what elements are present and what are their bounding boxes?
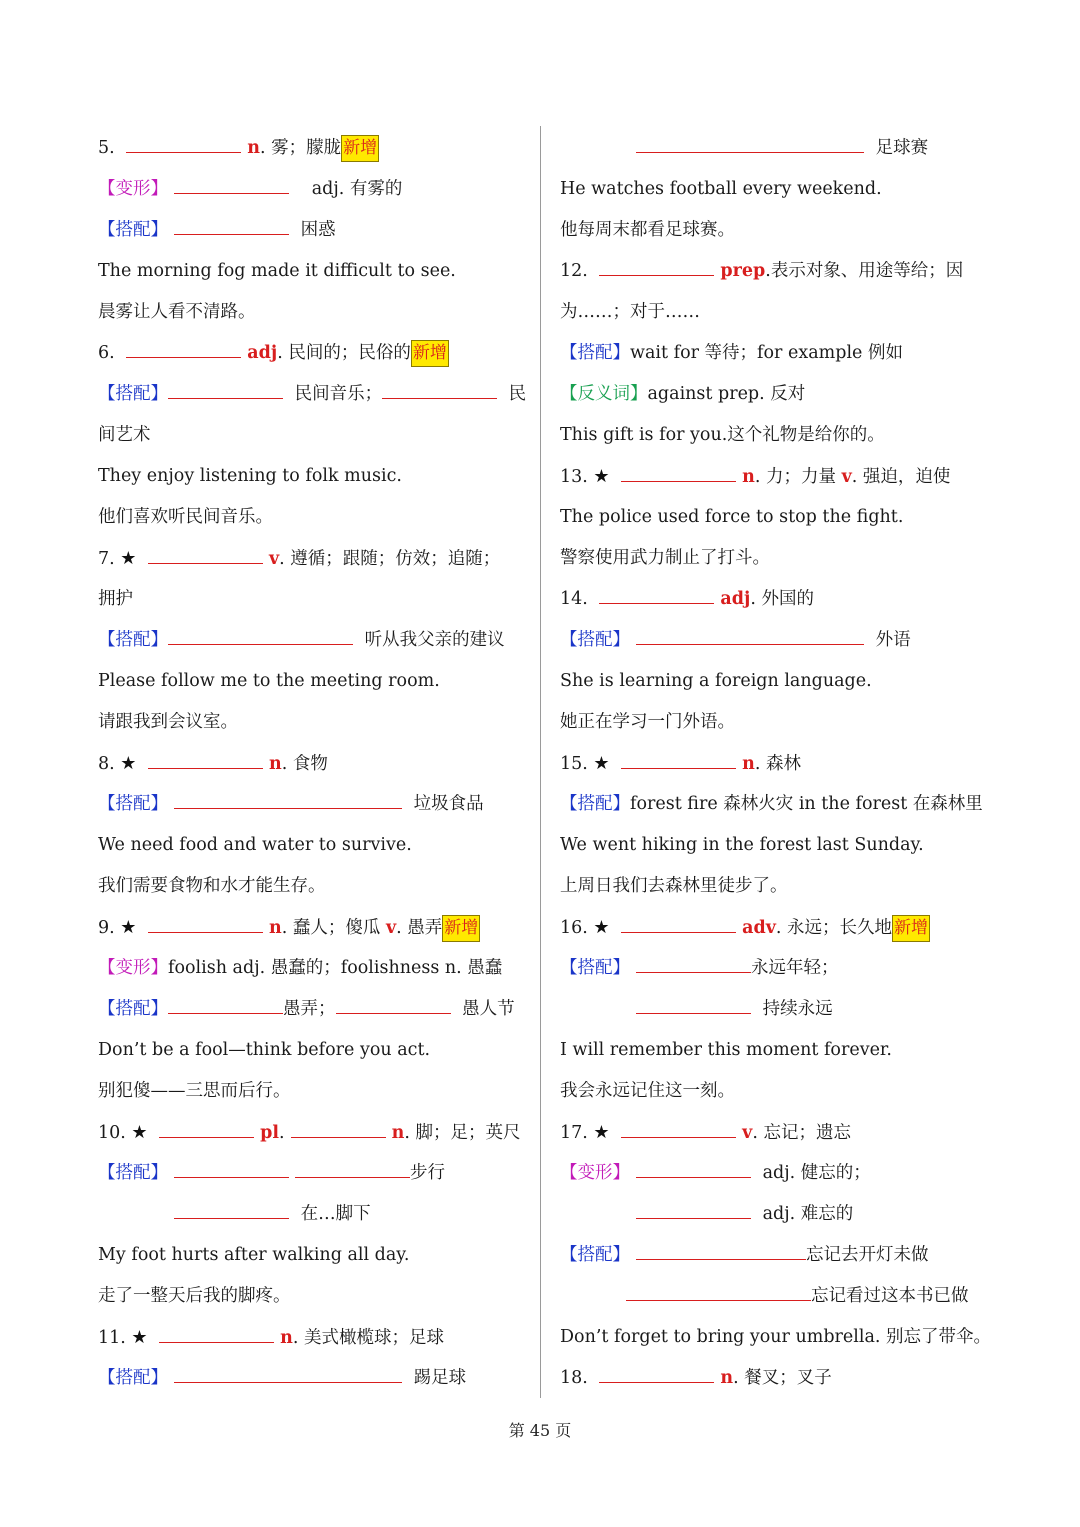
answer-blank[interactable] bbox=[382, 397, 497, 399]
pos-dot: . bbox=[279, 1123, 285, 1143]
definition: . 忘记；遗忘 bbox=[752, 1123, 851, 1143]
entry-number: 7. bbox=[98, 549, 115, 569]
example-chinese: 她正在学习一门外语。 bbox=[560, 712, 735, 732]
example-chinese: 晨雾让人看不清路。 bbox=[98, 302, 256, 322]
collocation-meaning: wait for 等待；for example 例如 bbox=[630, 343, 903, 363]
entry-number: 13. bbox=[560, 467, 588, 487]
entry-17-forms-2 bbox=[560, 1194, 985, 1235]
definition: . 食物 bbox=[281, 754, 328, 774]
example-chinese: 我们需要食物和水才能生存。 bbox=[98, 876, 326, 896]
collocation-meaning: 在…脚下 bbox=[300, 1204, 371, 1224]
part-of-speech: n bbox=[742, 467, 755, 487]
entry-9-collocation bbox=[98, 989, 523, 1030]
answer-blank[interactable] bbox=[636, 971, 751, 973]
forms-definition: adj. 有雾的 bbox=[311, 179, 403, 199]
new-badge: 新增 bbox=[442, 915, 480, 942]
star-icon: ★ bbox=[120, 548, 137, 569]
entry-number: 17. bbox=[560, 1123, 588, 1143]
answer-blank[interactable] bbox=[636, 1258, 806, 1260]
entry-10-collocation-2 bbox=[98, 1194, 523, 1235]
entry-number: 8. bbox=[98, 754, 115, 774]
collocation-meaning: 忘记去开灯未做 bbox=[806, 1245, 929, 1265]
entry-9-headword bbox=[98, 907, 523, 948]
part-of-speech: adj bbox=[247, 343, 278, 363]
entry-10-collocation bbox=[98, 1153, 523, 1194]
example-english: She is learning a foreign language. bbox=[560, 671, 872, 691]
forms-tag: 【变形】 bbox=[98, 179, 168, 199]
collocation-meaning: 足球赛 bbox=[875, 138, 929, 158]
example-english: They enjoy listening to folk music. bbox=[98, 466, 402, 486]
collocation-meaning: 困惑 bbox=[300, 220, 336, 240]
answer-blank[interactable] bbox=[174, 1176, 289, 1178]
new-badge: 新增 bbox=[411, 340, 449, 367]
definition: . 餐叉；叉子 bbox=[733, 1368, 832, 1388]
answer-blank[interactable] bbox=[174, 807, 402, 809]
collocation-tag: 【搭配】 bbox=[560, 630, 630, 650]
collocation-meaning: 民 bbox=[508, 384, 527, 404]
definition: . 遵循；跟随；仿效；追随； bbox=[279, 549, 501, 569]
collocation-tag: 【搭配】 bbox=[98, 630, 168, 650]
answer-blank[interactable] bbox=[599, 274, 714, 276]
entry-15-collocation bbox=[560, 784, 985, 825]
part-of-speech: n bbox=[280, 1328, 293, 1348]
definition: . 美式橄榄球；足球 bbox=[292, 1328, 444, 1348]
new-badge: 新增 bbox=[892, 915, 930, 942]
collocation-tag: 【搭配】 bbox=[98, 999, 168, 1019]
entry-number: 16. bbox=[560, 918, 588, 938]
collocation-meaning: 忘记看过这本书已做 bbox=[811, 1286, 969, 1306]
example-english: He watches football every weekend. bbox=[560, 179, 882, 199]
answer-blank[interactable] bbox=[621, 1136, 736, 1138]
entry-5-headword bbox=[98, 128, 523, 169]
definition: . 愚弄 bbox=[396, 918, 443, 938]
entry-12-antonym bbox=[560, 374, 985, 415]
example-chinese: 上周日我们去森林里徒步了。 bbox=[560, 876, 788, 896]
example-chinese: 他每周末都看足球赛。 bbox=[560, 220, 735, 240]
definition: . 强迫，迫使 bbox=[851, 467, 951, 487]
collocation-meaning-continued: 间艺术 bbox=[98, 425, 151, 445]
example-english: We went hiking in the forest last Sunday. bbox=[560, 835, 924, 855]
entry-16-collocation bbox=[560, 948, 985, 989]
star-icon: ★ bbox=[593, 753, 610, 774]
example-english: I will remember this moment forever. bbox=[560, 1040, 892, 1060]
right-column bbox=[560, 128, 992, 1399]
answer-blank[interactable] bbox=[636, 1012, 751, 1014]
definition: .表示对象、用途等给；因 bbox=[765, 261, 964, 281]
entry-number: 14. bbox=[560, 589, 588, 609]
entry-number: 11. bbox=[98, 1328, 126, 1348]
collocation-tag: 【搭配】 bbox=[560, 794, 630, 814]
collocation-meaning: 永远年轻； bbox=[751, 958, 839, 978]
part-of-speech: v bbox=[742, 1123, 753, 1143]
collocation-meaning: 听从我父亲的建议 bbox=[364, 630, 505, 650]
definition: . 雾；朦胧 bbox=[260, 138, 342, 158]
answer-blank[interactable] bbox=[621, 931, 736, 933]
answer-blank[interactable] bbox=[599, 602, 714, 604]
star-icon: ★ bbox=[593, 917, 610, 938]
collocation-tag: 【搭配】 bbox=[98, 1368, 168, 1388]
answer-blank[interactable] bbox=[148, 931, 263, 933]
example-chinese: 他们喜欢听民间音乐。 bbox=[98, 507, 273, 527]
entry-12-collocation bbox=[560, 333, 985, 374]
entry-number: 15. bbox=[560, 754, 588, 774]
answer-blank[interactable] bbox=[636, 151, 864, 153]
forms-definition: adj. 健忘的； bbox=[762, 1163, 871, 1183]
answer-blank[interactable] bbox=[159, 1136, 254, 1138]
entry-14-collocation bbox=[560, 620, 985, 661]
part-of-speech: v bbox=[841, 467, 852, 487]
part-of-speech: n bbox=[391, 1123, 405, 1143]
answer-blank[interactable] bbox=[174, 1381, 402, 1383]
example-english: We need food and water to survive. bbox=[98, 835, 412, 855]
example-sentence: This gift is for you.这个礼物是给你的。 bbox=[560, 425, 885, 445]
entry-7-collocation bbox=[98, 620, 523, 661]
entry-11-collocation-2 bbox=[560, 128, 985, 169]
answer-blank[interactable] bbox=[636, 1217, 751, 1219]
entry-17-collocation bbox=[560, 1235, 985, 1276]
answer-blank[interactable] bbox=[621, 480, 736, 482]
collocation-meaning: 持续永远 bbox=[762, 999, 833, 1019]
entry-17-collocation-2 bbox=[560, 1276, 985, 1317]
entry-12-headword bbox=[560, 251, 985, 292]
example-english: My foot hurts after walking all day. bbox=[98, 1245, 410, 1265]
star-icon: ★ bbox=[131, 1122, 148, 1143]
collocation-meaning: 垃圾食品 bbox=[413, 794, 484, 814]
forms-tag: 【变形】 bbox=[98, 958, 168, 978]
example-english: Don’t be a fool—think before you act. bbox=[98, 1040, 431, 1060]
entry-16-collocation-2 bbox=[560, 989, 985, 1030]
antonym-tag: 【反义词】 bbox=[560, 384, 648, 404]
answer-blank[interactable] bbox=[295, 1176, 410, 1178]
entry-8-collocation bbox=[98, 784, 523, 825]
example-english: Please follow me to the meeting room. bbox=[98, 671, 440, 691]
collocation-tag: 【搭配】 bbox=[98, 220, 168, 240]
definition: . 民间的；民俗的 bbox=[277, 343, 411, 363]
entry-number: 18. bbox=[560, 1368, 588, 1388]
example-english: The police used force to stop the fight. bbox=[560, 507, 904, 527]
part-of-speech: prep bbox=[720, 261, 766, 281]
star-icon: ★ bbox=[120, 917, 137, 938]
answer-blank[interactable] bbox=[168, 1012, 283, 1014]
example-chinese: 我会永远记住这一刻。 bbox=[560, 1081, 735, 1101]
answer-blank[interactable] bbox=[126, 356, 241, 358]
forms-definition: foolish adj. 愚蠢的；foolishness n. 愚蠢 bbox=[168, 958, 503, 978]
definition-continued: 为……；对于…… bbox=[560, 302, 700, 322]
collocation-meaning: 民间音乐； bbox=[294, 384, 383, 404]
page-number: 第 45 页 bbox=[508, 1421, 572, 1440]
definition: . 脚；足；英尺 bbox=[404, 1123, 521, 1143]
part-of-speech: n bbox=[269, 918, 282, 938]
star-icon: ★ bbox=[120, 753, 137, 774]
collocation-tag: 【搭配】 bbox=[98, 1163, 168, 1183]
part-of-speech: v bbox=[385, 918, 397, 938]
collocation-meaning: 愚人节 bbox=[462, 999, 515, 1019]
example-sentence: Don’t forget to bring your umbrella. 别忘了带伞。 bbox=[560, 1327, 992, 1347]
collocation-meaning: 踢足球 bbox=[413, 1368, 467, 1388]
answer-blank[interactable] bbox=[636, 643, 864, 645]
collocation-tag: 【搭配】 bbox=[98, 384, 168, 404]
entry-number: 5. bbox=[98, 138, 115, 158]
answer-blank[interactable] bbox=[126, 151, 241, 153]
part-of-speech: adv bbox=[742, 918, 776, 938]
star-icon: ★ bbox=[131, 1327, 148, 1348]
new-badge: 新增 bbox=[341, 135, 379, 162]
definition-continued: 拥护 bbox=[98, 589, 133, 609]
part-of-speech: pl bbox=[260, 1123, 280, 1143]
part-of-speech: adj bbox=[720, 589, 751, 609]
answer-blank[interactable] bbox=[148, 767, 263, 769]
entry-9-forms bbox=[98, 948, 523, 989]
column-divider bbox=[540, 126, 541, 1398]
antonym-definition: against prep. 反对 bbox=[647, 384, 806, 404]
collocation-meaning: forest fire 森林火灾 in the forest 在森林里 bbox=[630, 794, 983, 814]
definition: . 蠢人；傻瓜 bbox=[281, 918, 381, 938]
part-of-speech: n bbox=[269, 754, 282, 774]
part-of-speech: n bbox=[247, 138, 261, 158]
entry-6-headword bbox=[98, 333, 523, 374]
entry-15-headword bbox=[560, 743, 985, 784]
part-of-speech: n bbox=[742, 754, 755, 774]
entry-number: 9. bbox=[98, 918, 115, 938]
collocation-tag: 【搭配】 bbox=[98, 794, 168, 814]
entry-11-collocation bbox=[98, 1358, 523, 1399]
entry-5-collocation bbox=[98, 210, 523, 251]
example-chinese: 走了一整天后我的脚疼。 bbox=[98, 1286, 291, 1306]
entry-14-headword bbox=[560, 579, 985, 620]
answer-blank[interactable] bbox=[336, 1012, 451, 1014]
entry-11-headword bbox=[98, 1317, 523, 1358]
answer-blank[interactable] bbox=[174, 233, 289, 235]
entry-17-headword bbox=[560, 1112, 985, 1153]
answer-blank[interactable] bbox=[159, 1341, 274, 1343]
answer-blank[interactable] bbox=[621, 767, 736, 769]
entry-7-headword bbox=[98, 538, 523, 579]
answer-blank[interactable] bbox=[291, 1136, 386, 1138]
answer-blank[interactable] bbox=[174, 192, 289, 194]
answer-blank[interactable] bbox=[174, 1217, 289, 1219]
entry-10-headword bbox=[98, 1112, 523, 1153]
entry-16-headword bbox=[560, 907, 985, 948]
entry-5-forms bbox=[98, 169, 523, 210]
answer-blank[interactable] bbox=[168, 643, 353, 645]
collocation-meaning: 步行 bbox=[410, 1163, 445, 1183]
entry-number: 6. bbox=[98, 343, 115, 363]
answer-blank[interactable] bbox=[626, 1299, 811, 1301]
answer-blank[interactable] bbox=[168, 397, 283, 399]
definition: . 力；力量 bbox=[754, 467, 837, 487]
example-chinese: 请跟我到会议室。 bbox=[98, 712, 238, 732]
collocation-tag: 【搭配】 bbox=[560, 343, 630, 363]
part-of-speech: n bbox=[720, 1368, 734, 1388]
star-icon: ★ bbox=[593, 466, 610, 487]
collocation-meaning: 外语 bbox=[875, 630, 911, 650]
collocation-tag: 【搭配】 bbox=[560, 958, 630, 978]
entry-17-forms bbox=[560, 1153, 985, 1194]
collocation-tag: 【搭配】 bbox=[560, 1245, 630, 1265]
part-of-speech: v bbox=[269, 549, 280, 569]
entry-18-headword bbox=[560, 1358, 985, 1399]
star-icon: ★ bbox=[593, 1122, 610, 1143]
entry-13-headword bbox=[560, 456, 985, 497]
definition: . 森林 bbox=[754, 754, 802, 774]
entry-6-collocation bbox=[98, 374, 527, 415]
answer-blank[interactable] bbox=[636, 1176, 751, 1178]
entry-8-headword bbox=[98, 743, 523, 784]
example-chinese: 别犯傻——三思而后行。 bbox=[98, 1081, 291, 1101]
example-chinese: 警察使用武力制止了打斗。 bbox=[560, 548, 770, 568]
answer-blank[interactable] bbox=[148, 562, 263, 564]
forms-tag: 【变形】 bbox=[560, 1163, 630, 1183]
entry-number: 12. bbox=[560, 261, 588, 281]
left-column bbox=[98, 128, 527, 1399]
entry-number: 10. bbox=[98, 1123, 126, 1143]
example-english: The morning fog made it difficult to see. bbox=[98, 261, 456, 281]
collocation-meaning: 愚弄； bbox=[283, 999, 336, 1019]
definition: . 永远；长久地 bbox=[775, 918, 893, 938]
answer-blank[interactable] bbox=[599, 1381, 714, 1383]
forms-definition: adj. 难忘的 bbox=[762, 1204, 854, 1224]
definition: . 外国的 bbox=[750, 589, 814, 609]
